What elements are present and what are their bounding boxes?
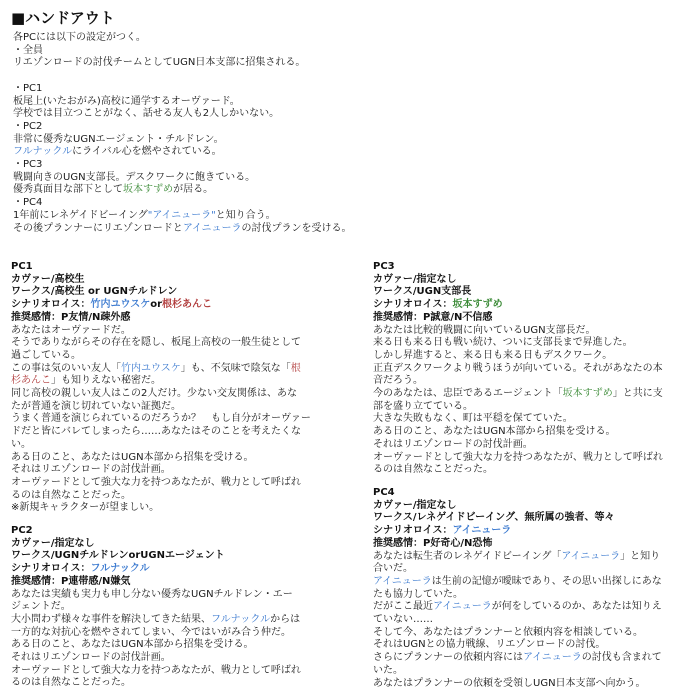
npc-name: 根 xyxy=(290,362,301,374)
npc-name: アイニューラ xyxy=(433,601,492,613)
pc3-emotion: 推奨感情：P誠意/N不信感 xyxy=(373,311,493,323)
npc-name: フルナックル xyxy=(13,146,73,158)
pc2-cover: カヴァー/指定なし xyxy=(11,537,95,549)
pc4-works: ワークス/レネゲイドビーイング、無所属の強者、等々 xyxy=(373,512,615,524)
pc3-works: ワークス/UGN支部長 xyxy=(373,286,472,298)
pc3-title: PC3 xyxy=(373,261,395,272)
pc3-label: ・PC3 xyxy=(13,159,43,171)
npc-name: アイニューラ xyxy=(182,222,242,234)
npc-name: 竹内ユウスケ xyxy=(121,362,181,374)
all-text: リエゾンロードの討伐チームとしてUGN日本支部に招集される。 xyxy=(13,57,306,69)
pc4-handout xyxy=(373,487,693,690)
pc3-intro-line: 戦闘向きのUGN支部長。デスクワークに飽きている。 xyxy=(13,171,256,183)
npc-name: アイニューラ xyxy=(523,652,582,664)
pc3-body: あなたは比較的戦闘に向いているUGN支部長だ。 来る日も来る日も戦い続け、ついに支部長まで昇進した。 しかし昇進すると、来る日も来る日もデスクワーク。 正直デスクワークより戦うほうが向いている。それがあなたの本 音だろう。 今のあなたは、忠臣であるエージェント「坂本すずめ」と共に支 部を盛り立てている。 大きな失敗もなく、町は平穏を保てていた。 ある日のこと、あなたはUGN本部から招集を受ける。 それはリエゾンロードの討伐計画。 オーヴァードとして強大な力を持つあなたが、戦力として呼ばれ るのは自然なことだった。 xyxy=(373,324,663,476)
pc1-cover: カヴァー/高校生 xyxy=(11,273,85,285)
pc3-cover: カヴァー/指定なし xyxy=(373,273,457,285)
pc1-label: ・PC1 xyxy=(13,82,43,94)
pc1-intro-line: 板尾上(いたおがみ)高校に通学するオーヴァード。 xyxy=(13,95,240,107)
pc2-label: ・PC2 xyxy=(13,120,43,132)
npc-name: 杉あんこ xyxy=(11,375,51,387)
pc2-emotion: 推奨感情：P連帯感/N嫌気 xyxy=(11,575,131,587)
npc-name: 竹内ユウスケ xyxy=(90,299,151,311)
pc4-body: あなたは転生者のレネゲイドビーイング「アイニューラ」と知り 合いだ。 アイニューラは生前の記憶が曖昧であり、その思い出探しにあな たも協力していた。 だがここ最近アイニューラが何をしているのか、あなたは知りえ ていない…… そして今、あなたはプランナーと依頼内容を相談している。 それはUGNとの協力戦線、リエゾンロードの討伐。 さらにプランナーの依頼内容にはアイニューラの討伐も含まれて いた。 あなたはプランナーの依頼を受領しUGN日本支部へ向かう。 xyxy=(373,550,662,689)
pc1-title: PC1 xyxy=(11,261,33,272)
npc-name: 坂本すずめ xyxy=(562,388,613,400)
npc-name: フルナックル xyxy=(90,563,150,575)
pc2-intro-line: フルナックルにライバル心を燃やされている。 xyxy=(13,146,222,158)
pc4-intro-line: その後プランナーにリエゾンロードとアイニューラの討伐プランを受ける。 xyxy=(13,222,352,234)
pc4-label: ・PC4 xyxy=(13,197,43,209)
pc1-scenario-lois: シナリオロイス：竹内ユウスケor根杉あんこ xyxy=(11,299,213,311)
pc4-intro-line: 1年前にレネゲイドビーイング"アイニューラ"と知り合う。 xyxy=(13,209,276,221)
intro-section xyxy=(11,32,691,235)
pc2-scenario-lois: シナリオロイス：フルナックル xyxy=(11,563,150,575)
pc4-emotion: 推奨感情：P好奇心/N恐怖 xyxy=(373,537,493,549)
npc-name: "アイニューラ" xyxy=(147,209,216,221)
npc-name: アイニューラ xyxy=(561,550,621,562)
npc-name: フルナックル xyxy=(211,613,271,625)
pc3-scenario-lois: シナリオロイス：坂本すずめ xyxy=(373,299,503,311)
pc1-body: あなたはオーヴァードだ。 そうでありながらその存在を隠し、板尾上高校の一般生徒として 過ごしている。 この事は気のいい友人「竹内ユウスケ」も、不気味で陰気な「根 杉あんこ」も知りえない秘密だ。 同じ高校の親しい友人はこの2人だけ。少ない交友関係は、あな たが普通を演じ切れていない証拠だ。 うまく普通を演じられているのだろうか？ もし自分がオーヴァー ドだと皆にバレてしまったら……あなたはそのことを考えたくな い。 ある日のこと、あなたはUGN本部から招集を受ける。 それはリエゾンロードの討伐計画。 オーヴァードとして強大な力を持つあなたが、戦力として呼ばれ るのは自然なことだった。 ※新規キャラクターが望ましい。 xyxy=(11,324,311,514)
pc2-handout xyxy=(11,525,331,690)
pc2-intro-line: 非常に優秀なUGNエージェント・チルドレン。 xyxy=(13,133,224,145)
pc1-works: ワークス/高校生 or UGNチルドレン xyxy=(11,286,178,298)
pc4-scenario-lois: シナリオロイス：アイニューラ xyxy=(373,525,512,537)
pc3-intro-line: 優秀真面目な部下として坂本すずめが居る。 xyxy=(13,184,214,196)
npc-name: 坂本すずめ xyxy=(452,299,503,311)
npc-name: アイニューラ xyxy=(452,525,512,537)
pc3-handout xyxy=(373,261,693,477)
npc-name: アイニューラ xyxy=(373,575,432,587)
pc1-intro-line: 学校では目立つことがなく、話せる友人も2人しかいない。 xyxy=(13,108,280,120)
pc4-title: PC4 xyxy=(373,487,395,498)
pc4-cover: カヴァー/指定なし xyxy=(373,499,457,511)
pc2-body: あなたは実績も実力も申し分ない優秀なUGNチルドレン・エー ジェントだ。 大小問わず様々な事件を解決してきた結果、フルナックルからは 一方的な対抗心を燃やされてしまい、今ではいがみ合う仲だ。 ある日のこと、あなたはUGN本部から招集を受ける。 それはリエゾンロードの討伐計画。 オーヴァードとして強大な力を持つあなたが、戦力として呼ばれ るのは自然なことだった。 xyxy=(11,588,301,689)
intro-line: 各PCには以下の設定がつく。 xyxy=(13,32,146,43)
pc2-works: ワークス/UGNチルドレンorUGNエージェント xyxy=(11,550,225,562)
pc2-title: PC2 xyxy=(11,525,33,536)
page-title: ■ハンドアウト xyxy=(11,9,115,27)
pc1-emotion: 推奨感情：P友情/N疎外感 xyxy=(11,311,131,323)
all-label: ・全員 xyxy=(13,44,43,56)
pc1-handout xyxy=(11,261,331,515)
npc-name: 坂本すずめ xyxy=(123,184,174,196)
npc-name: 根杉あんこ xyxy=(162,299,213,311)
